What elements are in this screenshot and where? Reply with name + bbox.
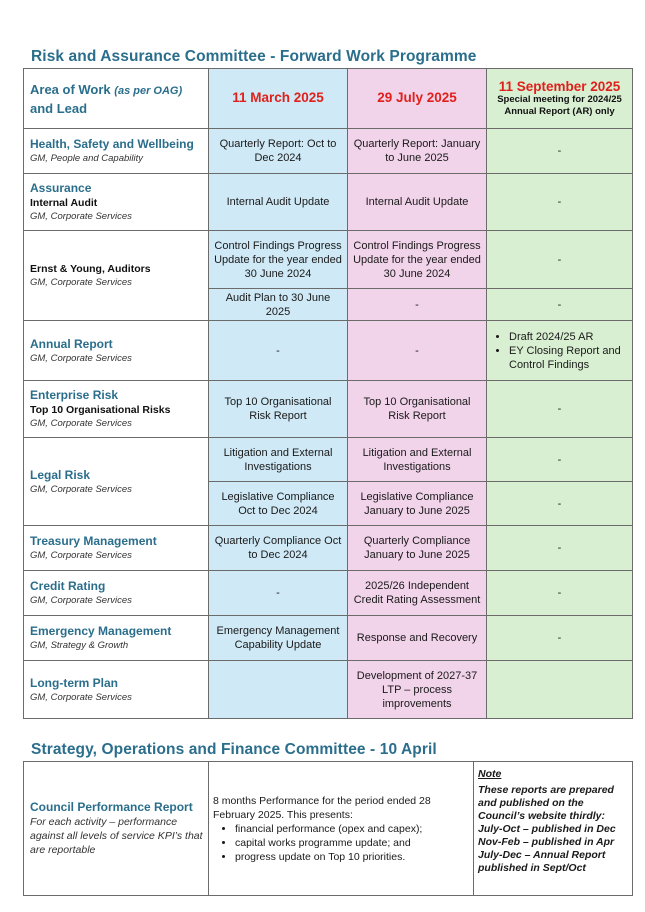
fwp-header-row bbox=[24, 69, 633, 129]
cell-july: Development of 2027-37 LTP – process improvements bbox=[348, 661, 487, 719]
area-title: Credit Rating bbox=[30, 579, 106, 593]
note-line: Nov-Feb – published in Apr bbox=[478, 836, 615, 848]
area-cell bbox=[24, 762, 209, 896]
row-legal-risk bbox=[24, 438, 633, 482]
september-list bbox=[491, 330, 628, 372]
area-title: Legal Risk bbox=[30, 467, 91, 482]
area-cell bbox=[24, 321, 209, 381]
cell-september: - bbox=[487, 289, 633, 321]
cell-september: - bbox=[487, 231, 633, 289]
header-area-cell bbox=[24, 69, 209, 129]
area-lead: GM, Corporate Services bbox=[30, 352, 132, 364]
cell-march: Emergency Management Capability Update bbox=[209, 616, 348, 661]
header-date-september: 11 September 2025 bbox=[498, 78, 621, 94]
header-september-note: Special meeting for 2024/25 Annual Report (AR) only bbox=[497, 93, 622, 117]
area-lead: GM, Corporate Services bbox=[30, 550, 132, 561]
area-cell bbox=[24, 661, 209, 719]
performance-intro: 8 months Performance for the period ended 28 February 2025. This presents: bbox=[213, 794, 431, 821]
area-cell bbox=[24, 231, 209, 321]
row-long-term-plan bbox=[24, 661, 633, 719]
header-date-march: 11 March 2025 bbox=[232, 90, 324, 105]
header-col-july bbox=[348, 69, 487, 129]
area-cell bbox=[24, 129, 209, 174]
area-title: Treasury Management bbox=[30, 534, 157, 548]
header-col-september bbox=[487, 69, 633, 129]
list-item: • financial performance (opex and capex); bbox=[235, 822, 469, 836]
cell-july: Top 10 Organisational Risk Report bbox=[348, 381, 487, 438]
note-line: July-Oct – published in Dec bbox=[478, 823, 616, 835]
cell-july: Control Findings Progress Update for the year ended 30 June 2024 bbox=[348, 231, 487, 289]
area-subtitle: Top 10 Organisational Risks bbox=[30, 404, 171, 416]
cell-september: - bbox=[487, 381, 633, 438]
area-cell bbox=[24, 381, 209, 438]
area-title: Council Performance Report bbox=[30, 800, 193, 814]
area-title: Annual Report bbox=[30, 336, 113, 351]
area-cell bbox=[24, 526, 209, 571]
note-label: Note bbox=[478, 768, 502, 780]
fwp-table bbox=[23, 68, 633, 719]
performance-cell bbox=[209, 762, 474, 896]
list-item: • progress update on Top 10 priorities. bbox=[235, 850, 469, 864]
header-date-july: 29 July 2025 bbox=[377, 90, 457, 105]
area-title: Long-term Plan bbox=[30, 675, 119, 690]
row-ernst-young bbox=[24, 231, 633, 289]
area-cell bbox=[24, 438, 209, 526]
cell-september: - bbox=[487, 438, 633, 482]
cell-july: Quarterly Compliance January to June 2025 bbox=[348, 526, 487, 571]
performance-list bbox=[213, 822, 469, 864]
area-lead: GM, Corporate Services bbox=[30, 691, 132, 703]
area-title: Health, Safety and Wellbeing bbox=[30, 137, 194, 151]
row-assurance bbox=[24, 174, 633, 231]
cell-september: - bbox=[487, 571, 633, 616]
area-lead: GM, People and Capability bbox=[30, 153, 144, 164]
note-line: July-Dec – Annual Report published in Sept/Oct bbox=[478, 849, 606, 874]
cell-september: - bbox=[487, 129, 633, 174]
area-subtitle: Internal Audit bbox=[30, 197, 98, 209]
cell-march: Control Findings Progress Update for the year ended 30 June 2024 bbox=[209, 231, 348, 289]
cell-march: - bbox=[209, 571, 348, 616]
cell-july: 2025/26 Independent Credit Rating Assessment bbox=[348, 571, 487, 616]
area-lead: GM, Corporate Services bbox=[30, 483, 132, 495]
area-cell bbox=[24, 616, 209, 661]
fwp-title: Risk and Assurance Committee - Forward Work Programme bbox=[31, 48, 477, 65]
area-cell bbox=[24, 174, 209, 231]
cell-july: Response and Recovery bbox=[348, 616, 487, 661]
area-lead: GM, Strategy & Growth bbox=[30, 640, 129, 651]
cell-july: Quarterly Report: January to June 2025 bbox=[348, 129, 487, 174]
area-description: For each activity – performance against all levels of service KPI’s that are reportable bbox=[30, 816, 203, 856]
sofc-title: Strategy, Operations and Finance Committee - 10 April bbox=[31, 741, 437, 758]
area-title: Emergency Management bbox=[30, 624, 172, 638]
area-cell bbox=[24, 571, 209, 616]
row-health-safety bbox=[24, 129, 633, 174]
cell-july: - bbox=[348, 321, 487, 381]
cell-march: Internal Audit Update bbox=[209, 174, 348, 231]
area-subtitle: Ernst & Young, Auditors bbox=[30, 263, 151, 275]
header-area-label: Area of Work bbox=[30, 81, 111, 97]
cell-september bbox=[487, 661, 633, 719]
cell-march: Top 10 Organisational Risk Report bbox=[209, 381, 348, 438]
cell-september: - bbox=[487, 482, 633, 526]
row-annual-report bbox=[24, 321, 633, 381]
cell-july: - bbox=[348, 289, 487, 321]
cell-march: Quarterly Report: Oct to Dec 2024 bbox=[209, 129, 348, 174]
cell-july: Internal Audit Update bbox=[348, 174, 487, 231]
area-lead: GM, Corporate Services bbox=[30, 211, 132, 222]
cell-september: - bbox=[487, 616, 633, 661]
cell-september bbox=[487, 321, 633, 381]
note-text: These reports are prepared and published on the Council’s website thirdly: bbox=[478, 784, 614, 822]
list-item: • capital works programme update; and bbox=[235, 836, 469, 850]
cell-march: Legislative Compliance Oct to Dec 2024 bbox=[209, 482, 348, 526]
cell-september: - bbox=[487, 526, 633, 571]
area-lead: GM, Corporate Services bbox=[30, 277, 132, 288]
cell-march: Audit Plan to 30 June 2025 bbox=[209, 289, 348, 321]
row-treasury bbox=[24, 526, 633, 571]
list-item: • EY Closing Report and Control Findings bbox=[509, 344, 628, 372]
row-enterprise-risk bbox=[24, 381, 633, 438]
cell-july: Legislative Compliance January to June 2025 bbox=[348, 482, 487, 526]
header-lead-label: and Lead bbox=[30, 100, 88, 116]
area-lead: GM, Corporate Services bbox=[30, 595, 132, 606]
row-council-performance bbox=[24, 762, 633, 896]
header-area-note: (as per OAG) bbox=[114, 84, 183, 97]
cell-july: Litigation and External Investigations bbox=[348, 438, 487, 482]
area-lead: GM, Corporate Services bbox=[30, 418, 132, 429]
cell-march: - bbox=[209, 321, 348, 381]
row-credit-rating bbox=[24, 571, 633, 616]
note-cell bbox=[474, 762, 633, 896]
area-title: Assurance bbox=[30, 181, 92, 195]
sofc-table bbox=[23, 761, 633, 896]
area-title: Enterprise Risk bbox=[30, 388, 119, 402]
cell-september: - bbox=[487, 174, 633, 231]
cell-march bbox=[209, 661, 348, 719]
header-col-march bbox=[209, 69, 348, 129]
list-item: • Draft 2024/25 AR bbox=[509, 330, 628, 344]
cell-march: Quarterly Compliance Oct to Dec 2024 bbox=[209, 526, 348, 571]
row-emergency bbox=[24, 616, 633, 661]
cell-march: Litigation and External Investigations bbox=[209, 438, 348, 482]
